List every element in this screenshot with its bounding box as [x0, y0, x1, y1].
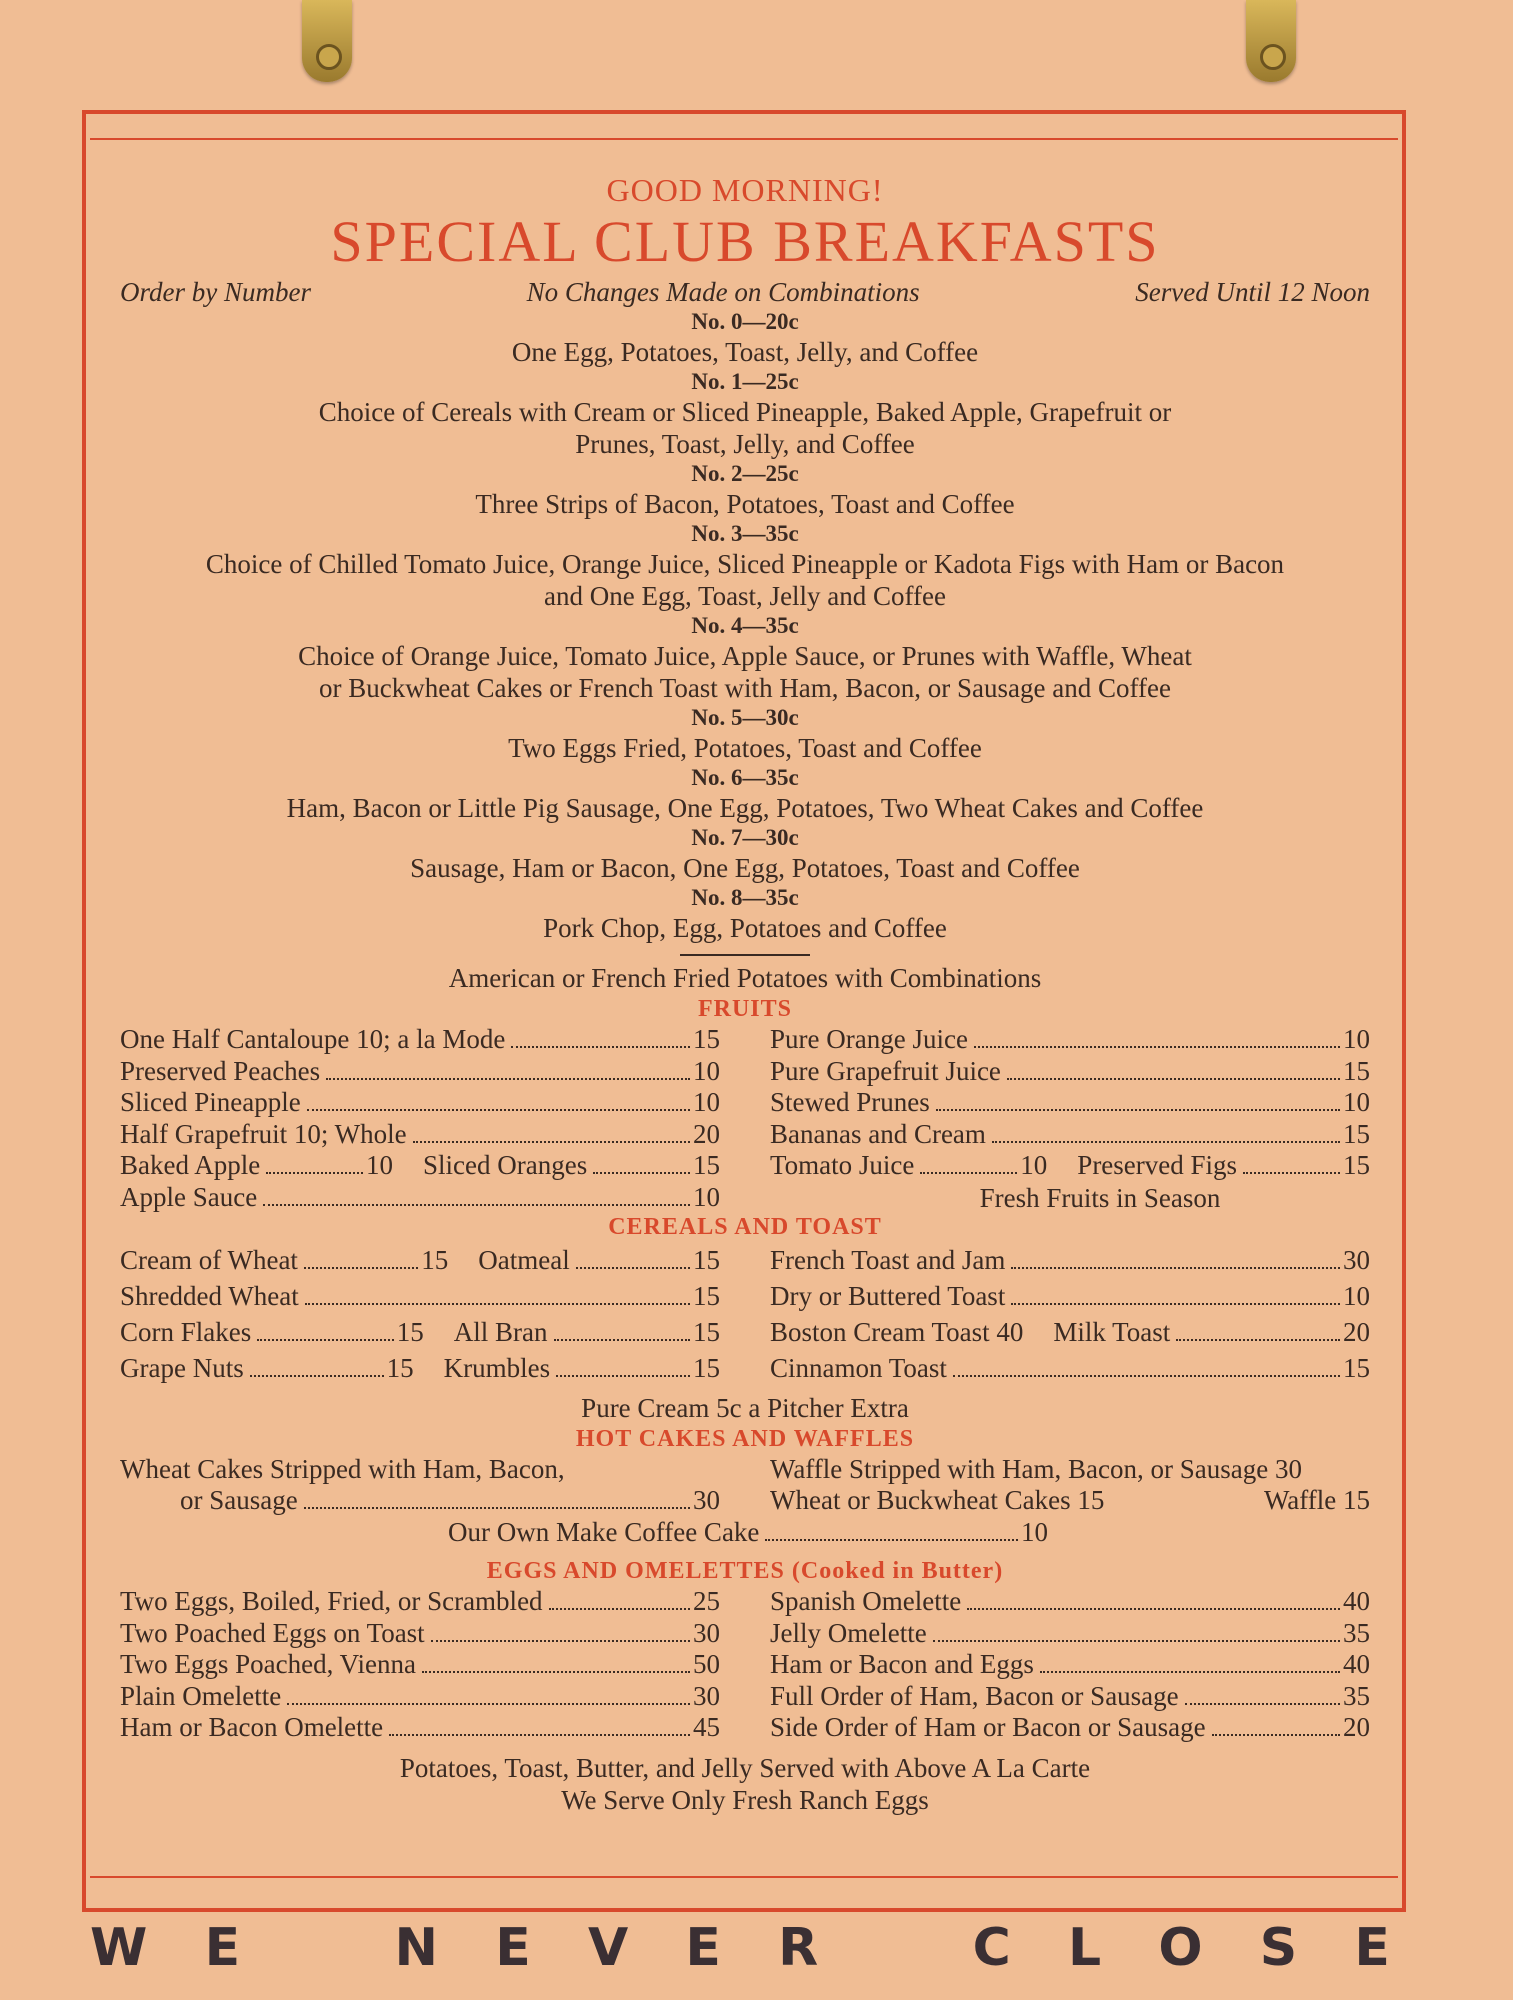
dot-leader [554, 1339, 691, 1341]
item-price: 10 [1343, 1087, 1370, 1117]
banner-letter: E [1354, 1918, 1390, 1978]
dot-leader [1212, 1734, 1340, 1736]
eggs-left-column [120, 1586, 720, 1744]
item-price: 15 [1343, 1055, 1370, 1086]
item-price: 25 [693, 1586, 720, 1616]
item-name: Bananas and Cream [770, 1118, 986, 1149]
subtitle-row [120, 277, 1370, 308]
banner-letter: L [1067, 1918, 1102, 1978]
hotcakes-heading: HOT CAKES AND WAFFLES [575, 1425, 915, 1452]
menu-item [770, 1119, 1370, 1151]
dot-leader [431, 1640, 690, 1642]
banner-letter: S [1259, 1918, 1298, 1978]
cereals-right-column [770, 1242, 1370, 1386]
banner-letter: R [778, 1918, 819, 1978]
item-name: French Toast and Jam [770, 1244, 1006, 1275]
item-name: Ham or Bacon Omelette [120, 1712, 384, 1742]
item-name: All Bran [453, 1316, 548, 1347]
combo-description: Prunes, Toast, Jelly, and Coffee [575, 429, 915, 459]
closing-line-2: We Serve Only Fresh Ranch Eggs [561, 1784, 929, 1815]
combo-description: Ham, Bacon or Little Pig Sausage, One Egg, Potatoes, Two Wheat Cakes and Coffee [286, 793, 1204, 823]
menu-item [770, 1681, 1370, 1713]
hotcakes-section [120, 1454, 1370, 1517]
item-price: 35 [1343, 1617, 1370, 1648]
word-gap [875, 1918, 915, 1978]
item-price: 15 [693, 1280, 720, 1311]
dot-leader [304, 1267, 418, 1269]
dot-leader [967, 1608, 1340, 1610]
banner-letter: V [587, 1918, 629, 1978]
dot-leader [287, 1703, 690, 1705]
menu-item: Wheat or Buckwheat Cakes 15 Waffle 15 [770, 1485, 1370, 1515]
cream-note: Pure Cream 5c a Pitcher Extra [581, 1392, 909, 1423]
dot-leader [263, 1204, 690, 1206]
item-name: Ham or Bacon and Eggs [770, 1649, 1034, 1679]
item-price: 10 [1343, 1280, 1370, 1311]
right-hanger-clip [1246, 0, 1296, 82]
item-price: 30 [693, 1680, 720, 1711]
word-gap [297, 1918, 337, 1978]
item-name: Milk Toast [1053, 1316, 1171, 1347]
combo-description: Choice of Chilled Tomato Juice, Orange Juice, Sliced Pineapple or Kadota Figs with Ham or Bacon [205, 549, 1285, 579]
combo-list [120, 308, 1370, 944]
cereals-section [120, 1242, 1370, 1386]
combo-number: No. 2—25c [691, 461, 799, 486]
item-price: 15 [693, 1024, 720, 1054]
combo-description: One Egg, Potatoes, Toast, Jelly, and Coffee [511, 337, 979, 367]
item-name: Preserved Peaches [120, 1055, 321, 1086]
menu-item [770, 1350, 1370, 1386]
fruits-left-column [120, 1024, 720, 1214]
menu-item [770, 1242, 1370, 1278]
item-price: 30 [1343, 1244, 1370, 1275]
dot-leader [933, 1640, 1340, 1642]
combo-description: Pork Chop, Egg, Potatoes and Coffee [543, 913, 947, 943]
combo-number: No. 8—35c [691, 885, 799, 910]
item-price: 15 [386, 1352, 414, 1383]
item-price: 10 [693, 1181, 720, 1212]
item-name: Two Eggs Poached, Vienna [120, 1649, 416, 1679]
menu-item [120, 1024, 720, 1056]
menu-item [120, 1649, 720, 1681]
item-name: Dry or Buttered Toast [770, 1280, 1006, 1311]
item-price: 30 [693, 1617, 720, 1648]
menu-item [120, 1350, 720, 1386]
hotcakes-right-column [770, 1454, 1370, 1517]
menu-item [120, 1278, 720, 1314]
item-price: 15 [693, 1150, 720, 1180]
menu-content [120, 168, 1370, 1816]
combo-description: and One Egg, Toast, Jelly and Coffee [543, 581, 947, 611]
item-price: 40 [1343, 1586, 1370, 1616]
item-price: 20 [1343, 1712, 1370, 1742]
dot-leader [992, 1141, 1340, 1143]
combo-number: No. 6—35c [691, 765, 799, 790]
item-price: 35 [1343, 1680, 1370, 1711]
menu-item [120, 1586, 720, 1618]
item-name: One Half Cantaloupe 10; a la Mode [120, 1024, 506, 1054]
we-never-close-banner [90, 1918, 1390, 1978]
item-price: 15 [1343, 1118, 1370, 1149]
item-price: 15 [693, 1244, 720, 1275]
divider [680, 954, 810, 956]
banner-letter: C [972, 1918, 1011, 1978]
item-name: Preserved Figs [1077, 1150, 1238, 1180]
combo-number: No. 3—35c [691, 521, 799, 546]
item-name: Plain Omelette [120, 1680, 282, 1711]
dot-leader [250, 1375, 384, 1377]
item-name: Two Eggs, Boiled, Fried, or Scrambled [120, 1586, 543, 1616]
no-changes-note: No Changes Made on Combinations [526, 277, 920, 307]
item-price: 15 [1343, 1352, 1370, 1383]
menu-item [120, 1618, 720, 1650]
dot-leader [305, 1303, 690, 1305]
item-name: Sliced Pineapple [120, 1087, 301, 1117]
item-price: 15 [1343, 1150, 1370, 1180]
order-by-number-note: Order by Number [120, 277, 311, 307]
item-name: Full Order of Ham, Bacon or Sausage [770, 1680, 1179, 1711]
hotcakes-left-column [120, 1454, 720, 1517]
menu-title: SPECIAL CLUB BREAKFASTS [330, 209, 1160, 274]
item-name: Corn Flakes [120, 1316, 252, 1347]
dot-leader [1243, 1172, 1340, 1174]
cereals-heading: CEREALS AND TOAST [608, 1213, 882, 1240]
item-name: Krumbles [443, 1352, 551, 1383]
item-price: 15 [693, 1352, 721, 1383]
menu-item: Wheat Cakes Stripped with Ham, Bacon, [120, 1453, 565, 1484]
dot-leader [422, 1671, 690, 1673]
dot-leader [266, 1172, 363, 1174]
item-name: Tomato Juice [770, 1150, 915, 1180]
dot-leader [556, 1375, 690, 1377]
dot-leader [326, 1078, 690, 1080]
combo-number: No. 0—20c [691, 309, 799, 334]
left-hanger-clip [302, 0, 352, 82]
combo-description: Choice of Cereals with Cream or Sliced Pineapple, Baked Apple, Grapefruit or [318, 397, 1172, 427]
item-price: 15 [421, 1244, 449, 1275]
item-name: Spanish Omelette [770, 1586, 962, 1616]
menu-item [770, 1649, 1370, 1681]
item-name: Jelly Omelette [770, 1617, 927, 1648]
banner-letter: E [685, 1918, 721, 1978]
item-name: Stewed Prunes [770, 1087, 930, 1117]
item-name: Shredded Wheat [120, 1280, 299, 1311]
dot-leader [1011, 1267, 1340, 1269]
eggs-section [120, 1586, 1370, 1744]
item-name: Side Order of Ham or Bacon or Sausage [770, 1712, 1206, 1742]
item-name: Two Poached Eggs on Toast [120, 1617, 425, 1648]
dot-leader [511, 1046, 690, 1048]
banner-letter: O [1158, 1918, 1203, 1978]
fruits-right-column [770, 1024, 1370, 1214]
menu-item [120, 1182, 720, 1214]
combo-description: Three Strips of Bacon, Potatoes, Toast and Coffee [475, 489, 1015, 519]
item-name: Boston Cream Toast 40 [770, 1316, 1024, 1347]
menu-item [770, 1278, 1370, 1314]
dot-leader [413, 1141, 690, 1143]
combo-description: or Buckwheat Cakes or French Toast with Ham, Bacon, or Sausage and Coffee [319, 673, 1171, 703]
dot-leader [593, 1172, 690, 1174]
fresh-fruits-note: Fresh Fruits in Season [979, 1182, 1221, 1213]
item-name: Sliced Oranges [423, 1150, 588, 1180]
banner-letter: N [394, 1918, 439, 1978]
dot-leader [936, 1109, 1340, 1111]
combo-number: No. 1—25c [691, 369, 799, 394]
eggs-heading: EGGS AND OMELETTES (Cooked in Butter) [486, 1558, 1004, 1584]
coffee-cake-item: Our Own Make Coffee Cake 10 [448, 1516, 1048, 1547]
item-price: 15 [693, 1316, 720, 1347]
menu-item [120, 1681, 720, 1713]
menu-item: Waffle Stripped with Ham, Bacon, or Sausage 30 [770, 1453, 1302, 1484]
item-price: 10 [693, 1087, 720, 1117]
banner-letter: E [495, 1918, 531, 1978]
closing-line-1: Potatoes, Toast, Butter, and Jelly Served with Above A La Carte [399, 1752, 1091, 1783]
combo-description: Choice of Orange Juice, Tomato Juice, Apple Sauce, or Prunes with Waffle, Wheat [298, 641, 1192, 671]
item-name: Oatmeal [478, 1244, 570, 1275]
dot-leader [549, 1608, 690, 1610]
combo-number: No. 7—30c [691, 825, 799, 850]
menu-item [120, 1150, 720, 1182]
dot-leader [953, 1375, 1340, 1377]
item-price: 10 [1020, 1150, 1048, 1180]
menu-item [770, 1150, 1370, 1182]
item-name: Pure Grapefruit Juice [770, 1055, 1001, 1086]
combo-description: Sausage, Ham or Bacon, One Egg, Potatoes, Toast and Coffee [410, 853, 1080, 883]
menu-item [120, 1712, 720, 1744]
dot-leader [1185, 1703, 1340, 1705]
item-name: Baked Apple [120, 1150, 261, 1180]
dot-leader [1040, 1671, 1340, 1673]
menu-item [770, 1056, 1370, 1088]
item-name: Grape Nuts [120, 1352, 244, 1383]
fruits-heading: FRUITS [697, 996, 793, 1022]
item-name: Apple Sauce [120, 1181, 258, 1212]
item-name: Pure Orange Juice [770, 1024, 968, 1054]
dot-leader [257, 1339, 394, 1341]
combo-number: No. 5—30c [691, 705, 799, 730]
cereals-left-column [120, 1242, 720, 1386]
menu-item [770, 1586, 1370, 1618]
menu-item [120, 1119, 720, 1151]
item-price: 20 [693, 1118, 720, 1149]
dot-leader [1011, 1303, 1340, 1305]
menu-item [120, 1242, 720, 1278]
dot-leader [1176, 1339, 1340, 1341]
item-price: 45 [693, 1712, 720, 1742]
menu-item [770, 1618, 1370, 1650]
item-price: 40 [1343, 1649, 1370, 1679]
item-price: 10 [366, 1150, 394, 1180]
menu-item [120, 1056, 720, 1088]
dot-leader [576, 1267, 690, 1269]
fruits-section [120, 1024, 1370, 1214]
item-name: Cinnamon Toast [770, 1352, 947, 1383]
item-price: 50 [693, 1649, 720, 1679]
menu-item [770, 1024, 1370, 1056]
dot-leader [1007, 1078, 1340, 1080]
item-price: 10 [693, 1055, 720, 1086]
item-name: Cream of Wheat [120, 1244, 298, 1275]
item-price: 10 [1343, 1024, 1370, 1054]
dot-leader [307, 1109, 690, 1111]
menu-item: or Sausage 30 [180, 1485, 720, 1515]
item-price: 15 [396, 1316, 424, 1347]
dot-leader [920, 1172, 1017, 1174]
served-until-note: Served Until 12 Noon [1135, 277, 1370, 307]
menu-item [770, 1314, 1370, 1350]
dot-leader [389, 1734, 690, 1736]
combo-description: Two Eggs Fried, Potatoes, Toast and Coffee [508, 733, 982, 763]
dot-leader [974, 1046, 1340, 1048]
item-price: 20 [1343, 1316, 1370, 1347]
menu-item [120, 1087, 720, 1119]
combo-number: No. 4—35c [691, 613, 799, 638]
banner-letter: W [90, 1918, 148, 1978]
menu-item [770, 1087, 1370, 1119]
banner-letter: E [204, 1918, 241, 1978]
potato-note: American or French Fried Potatoes with Combinations [448, 963, 1042, 993]
item-name: Half Grapefruit 10; Whole [120, 1118, 407, 1149]
greeting: GOOD MORNING! [606, 172, 884, 208]
eggs-right-column [770, 1586, 1370, 1744]
menu-item [770, 1712, 1370, 1744]
menu-item [120, 1314, 720, 1350]
